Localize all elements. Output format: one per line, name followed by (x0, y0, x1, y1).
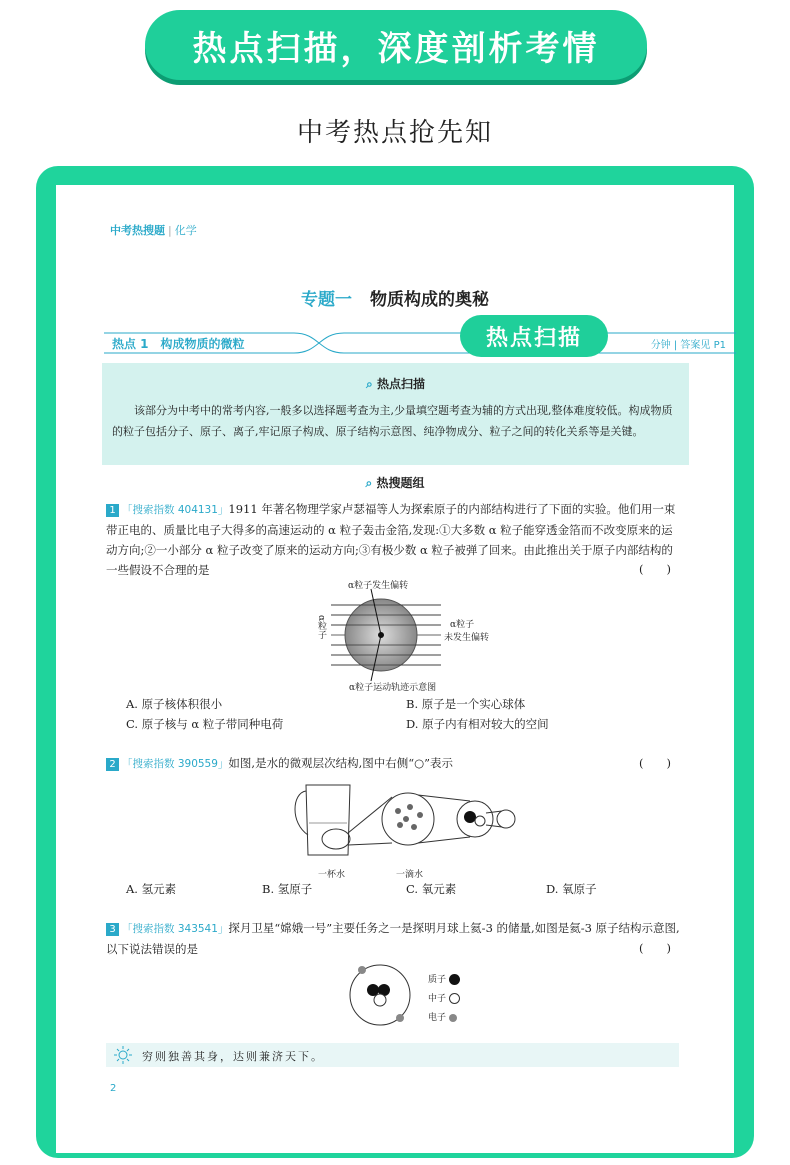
search-index: 「搜索指数 343541」 (122, 923, 229, 935)
search-index: 「搜索指数 390559」 (122, 758, 229, 770)
header-subject: 化学 (174, 224, 197, 237)
fig-caption-drop: 一滴水 (396, 870, 424, 880)
search-icon: ⌕ (366, 377, 377, 391)
footer-quote-bar (106, 1043, 679, 1067)
banner-title: 热点扫描，深度剖析考情 (145, 10, 647, 80)
fig-label-alpha: α粒子 (316, 615, 326, 640)
answer-paren: ( ) (639, 562, 671, 576)
section-subtitle: 中考热点抢先知 (296, 118, 493, 148)
question-1 (106, 499, 681, 580)
question-text: 1911 年著名物理学家卢瑟福等人为探索原子的内部结构进行了下面的实验。他们用一束带正电的、质量比电子大得多的高速运动的 α 粒子轰击金箔,发现:①大多数 α 粒子能穿透金箔而不改变原来的运动方向;②一小部分 α 粒子改变了原来的运动方向;③有极少数 α 粒子被弹了回来。由此推出关于原子内部结构的一些假设不合理的是 (106, 502, 676, 577)
water-structure-figure (288, 773, 528, 865)
topic-number: 专题一 (301, 290, 352, 310)
hotscan-pill: 热点扫描 (460, 315, 608, 357)
question-3 (106, 918, 681, 959)
option-a[interactable]: A. 原子核体积很小 (126, 697, 223, 711)
rutherford-figure (311, 585, 451, 685)
legend-proton: 质子 (428, 972, 460, 985)
page-number: 2 (110, 1083, 117, 1094)
question-number: 1 (106, 504, 119, 517)
topic-name: 物质构成的奥秘 (370, 290, 489, 310)
option-c[interactable]: C. 原子核与 α 粒子带同种电荷 (126, 717, 284, 731)
scan-box (102, 363, 689, 465)
option-d[interactable]: D. 原子内有相对较大的空间 (406, 717, 549, 731)
fig-label-deflect: α粒子发生偏转 (348, 581, 409, 591)
scan-title: ⌕ 热点扫描 (366, 377, 425, 391)
question-text: 探月卫星“嫦娥一号”主要任务之一是探明月球上氦-3 的储量,如图是氦-3 原子结构示意图,以下说法错误的是 (106, 921, 680, 956)
question-number: 2 (106, 758, 119, 771)
answer-paren: ( ) (639, 941, 671, 955)
hotpoint-answer-ref: 分钟 | 答案见 P1 (650, 340, 726, 351)
topic-title (56, 285, 734, 310)
helium3-figure (344, 960, 424, 1030)
option-b[interactable]: B. 氢原子 (262, 882, 313, 896)
option-a[interactable]: A. 氢元素 (126, 882, 177, 896)
legend-neutron: 中子 (428, 991, 460, 1004)
question-number: 3 (106, 923, 119, 936)
option-c[interactable]: C. 氧元素 (406, 882, 457, 896)
option-b[interactable]: B. 原子是一个实心球体 (406, 697, 526, 711)
footer-quote: 穷则独善其身，达则兼济天下。 (142, 1050, 324, 1063)
fig-caption: α粒子运动轨迹示意图 (349, 683, 437, 693)
search-icon: ⌕ (365, 476, 377, 490)
option-d[interactable]: D. 氧原子 (546, 882, 597, 896)
scan-text: 该部分为中考中的常考内容,一般多以选择题考查为主,少量填空题考查为辅的方式出现,整体难度较低。构成物质的粒子包括分子、原子、离子,牢记原子构成、原子结构示意图、纯净物成分、粒子之间的转化关系等是关键。 (112, 404, 673, 438)
hotpoint-label: 热点 1 构成物质的微粒 (112, 337, 245, 351)
book-page (56, 185, 734, 1153)
search-index: 「搜索指数 404131」 (122, 504, 229, 516)
fig-label-alpha-right: α粒子 (450, 620, 475, 630)
legend-electron: 电子 (428, 1010, 457, 1023)
header-brand: 中考热搜题 (110, 224, 165, 237)
answer-paren: ( ) (639, 756, 671, 770)
header-sep: | (168, 224, 172, 237)
page-header (110, 222, 197, 238)
hotpoint-bar (104, 331, 736, 355)
question-text: 如图,是水的微观层次结构,图中右侧“○”表示 (228, 756, 454, 770)
search-group-title: ⌕ 热搜题组 (365, 476, 425, 490)
question-2 (106, 753, 681, 774)
fig-caption-cup: 一杯水 (318, 870, 346, 880)
fig-label-no-deflect: 未发生偏转 (444, 633, 490, 643)
sun-icon (114, 1046, 132, 1064)
